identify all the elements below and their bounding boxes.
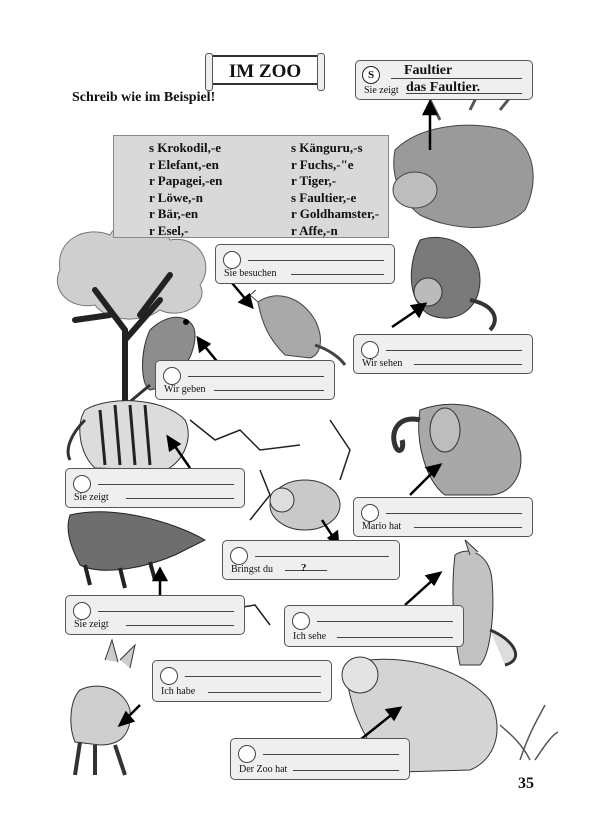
exercise-prompt: Mario hat <box>362 521 402 532</box>
exercise-card[interactable] <box>152 660 332 702</box>
fox-illustration <box>453 540 516 665</box>
answer-circle[interactable] <box>73 602 91 620</box>
word-list-column-1 <box>149 140 222 239</box>
sloth-illustration <box>393 85 533 228</box>
word-item: r Papagei,-en <box>149 173 223 188</box>
page-number: 35 <box>518 775 534 792</box>
crocodile-illustration <box>68 512 205 588</box>
exercise-card[interactable] <box>215 244 395 284</box>
exercise-prompt: Sie zeigt <box>74 619 109 630</box>
example-prompt: Sie zeigt <box>364 85 399 96</box>
answer-line[interactable] <box>98 611 234 612</box>
exercise-card[interactable] <box>230 738 410 780</box>
donkey-illustration <box>71 640 135 775</box>
answer-circle[interactable] <box>160 667 178 685</box>
answer-line[interactable] <box>126 625 234 626</box>
exercise-card[interactable] <box>353 497 533 537</box>
answer-line[interactable] <box>291 274 384 275</box>
exercise-prompt: Ich sehe <box>293 631 327 642</box>
example-answer-line2: das Faultier. <box>406 80 481 95</box>
answer-line[interactable] <box>188 376 324 377</box>
exercise-card[interactable] <box>155 360 335 400</box>
answer-line[interactable] <box>293 770 399 771</box>
exercise-card[interactable] <box>284 605 464 647</box>
scroll-right-roll <box>317 53 325 91</box>
example-answer-line1: Faultier <box>404 63 453 78</box>
answer-circle[interactable] <box>238 745 256 763</box>
word-item: s Krokodil,-e <box>149 140 221 155</box>
word-item: r Bär,-en <box>149 206 199 221</box>
hamster-illustration <box>270 480 340 530</box>
answer-circle[interactable] <box>361 341 379 359</box>
answer-circle[interactable] <box>163 367 181 385</box>
answer-line[interactable] <box>248 260 384 261</box>
answer-line[interactable] <box>337 637 453 638</box>
answer-line[interactable] <box>185 676 321 677</box>
answer-line[interactable] <box>317 621 453 622</box>
exercise-prompt: Wir sehen <box>362 358 403 369</box>
example-circle-letter: S <box>362 66 380 84</box>
answer-circle[interactable] <box>292 612 310 630</box>
answer-line[interactable] <box>386 350 522 351</box>
answer-circle[interactable] <box>73 475 91 493</box>
word-item: r Löwe,-n <box>149 189 203 205</box>
exercise-card[interactable] <box>222 540 400 580</box>
answer-line[interactable] <box>386 513 522 514</box>
answer-line[interactable] <box>263 754 399 755</box>
exercise-prompt: Sie besuchen <box>224 268 277 279</box>
exercise-prompt: Der Zoo hat <box>239 764 288 775</box>
answer-line[interactable] <box>126 498 234 499</box>
exercise-card[interactable] <box>65 595 245 635</box>
exercise-prompt: Bringst du <box>231 564 273 575</box>
answer-line[interactable] <box>214 390 324 391</box>
exercise-card[interactable] <box>353 334 533 374</box>
word-item: r Goldhamster,- <box>291 206 380 221</box>
answer-line[interactable] <box>414 364 522 365</box>
scroll-left-roll <box>205 53 213 91</box>
answer-circle[interactable] <box>223 251 241 269</box>
exercise-prompt: Sie zeigt <box>74 492 109 503</box>
word-list-column-2 <box>291 140 379 239</box>
tiger-illustration <box>68 401 188 470</box>
answer-line[interactable] <box>98 484 234 485</box>
word-item: r Elefant,-en <box>149 156 219 172</box>
answer-circle[interactable] <box>230 547 248 565</box>
word-item: r Affe,-n <box>291 222 338 238</box>
word-item: r Fuchs,-"e <box>291 156 354 172</box>
word-item: r Tiger,- <box>291 173 337 188</box>
word-item: r Esel,- <box>149 222 189 238</box>
exercise-prompt: Ich habe <box>161 686 196 697</box>
answer-circle[interactable] <box>361 504 379 522</box>
exercise-prompt: Wir geben <box>164 384 206 395</box>
answer-line[interactable] <box>208 692 321 693</box>
answer-line[interactable] <box>414 527 522 528</box>
word-list-box <box>113 135 389 238</box>
word-item: s Känguru,-s <box>291 140 363 155</box>
example-card <box>355 60 533 100</box>
instruction-text: Schreib wie im Beispiel! <box>72 90 216 105</box>
question-mark: ? <box>301 562 307 574</box>
answer-line[interactable] <box>255 556 389 557</box>
kangaroo-illustration <box>250 290 345 365</box>
monkey-illustration <box>411 237 495 330</box>
word-item: s Faultier,-e <box>291 189 357 205</box>
answer-line <box>406 93 522 94</box>
page-title <box>211 55 319 85</box>
page-title-text: IM ZOO <box>228 61 302 82</box>
elephant-illustration <box>394 404 521 495</box>
exercise-card[interactable] <box>65 468 245 508</box>
